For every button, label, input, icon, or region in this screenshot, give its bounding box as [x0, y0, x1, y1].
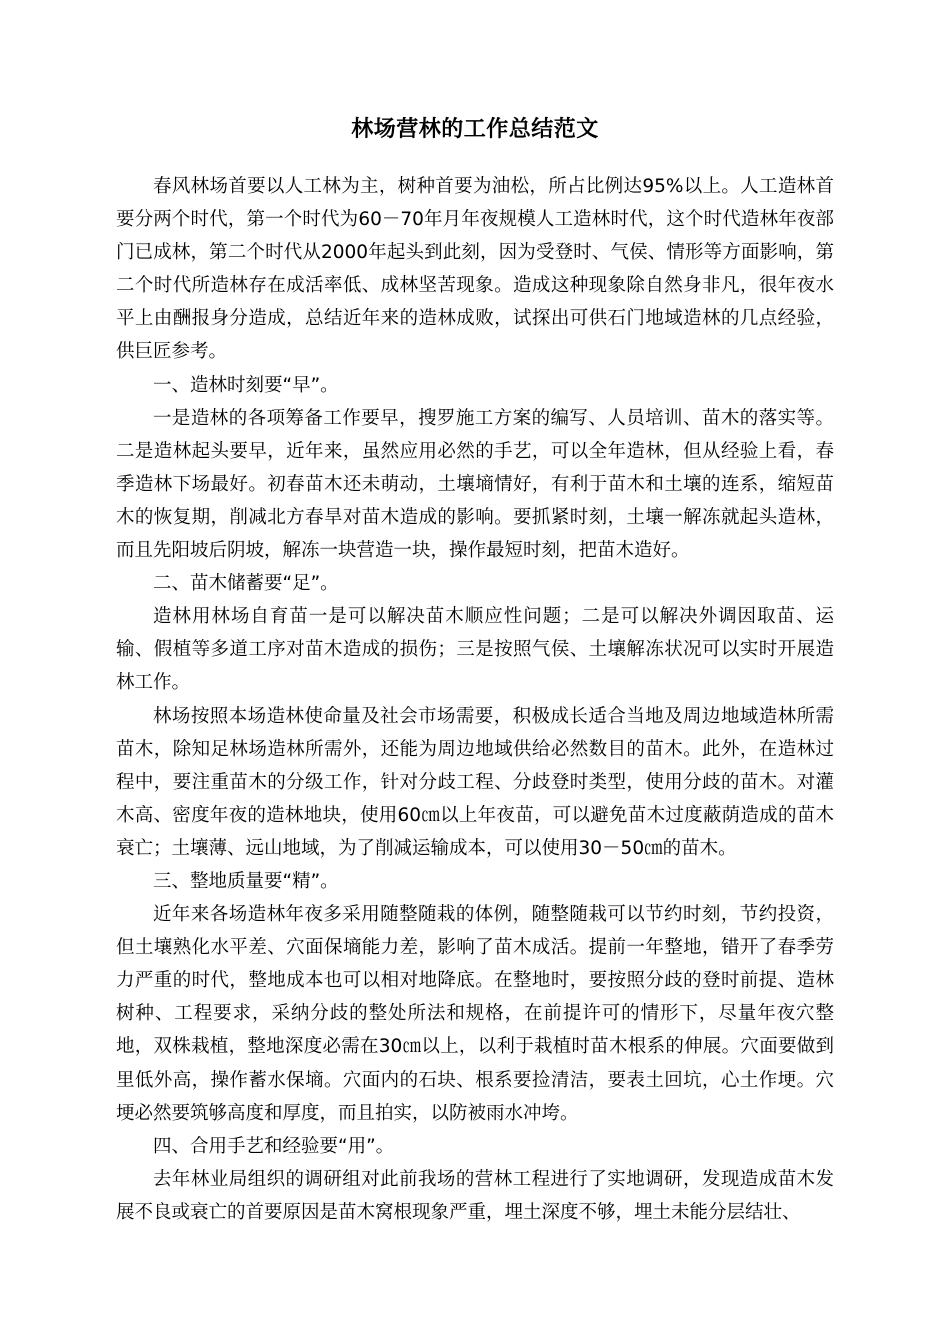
paragraph-4: 去年林业局组织的调研组对此前我场的营林工程进行了实地调研，发现造成苗木发展不良或衰亡的首要原因是苗木窝根现象严重，埋土深度不够，埋土未能分层结壮、	[116, 1168, 834, 1223]
section-heading-2: 二、苗木储蓄要“足”。	[153, 573, 339, 595]
paragraph-intro: 春风林场首要以人工林为主，树种首要为油松，所占比例达95%以上。人工造林首要分两个时代，第一个时代为60－70年月年夜规模人工造林时代，这个时代造林年夜部门已成林，第二个时代从2000年起头到此刻，因为受登时、气侯、情形等方面影响，第二个时代所造林存在成活率低、成林坚苦现象。造成这种现象除自然身非凡，很年夜水平上由酬报身分造成，总结近年来的造林成败，试探出可供石门地域造林的几点经验，供巨匠参考。	[116, 176, 834, 363]
paragraph-3: 近年来各场造林年夜多采用随整随栽的体例，随整随栽可以节约时刻，节约投资，但土壤熟化水平差、穴面保墒能力差，影响了苗木成活。提前一年整地，错开了春季劳力严重的时代，整地成本也可以相对地降底。在整地时，要按照分歧的登时前提、造林树种、工程要求，采纳分歧的整处所法和规格，在前提许可的情形下，尽量年夜穴整地，双株栽植，整地深度必需在30㎝以上，以利于栽植时苗木根系的伸展。穴面要做到里低外高，操作蓄水保墒。穴面内的石块、根系要捡清洁，要表土回坑，心土作埂。穴埂必然要筑够高度和厚度，而且拍实，以防被雨水冲垮。	[116, 904, 834, 1124]
section-heading-4: 四、合用手艺和经验要“用”。	[153, 1135, 395, 1157]
paragraph-1: 一是造林的各项筹备工作要早，搜罗施工方案的编写、人员培训、苗木的落实等。二是造林起头要早，近年来，虽然应用必然的手艺，可以全年造林，但从经验上看，春季造林下场最好。初春苗木还未萌动，土壤墒情好，有利于苗木和土壤的连系，缩短苗木的恢复期，削减北方春旱对苗木造成的影响。要抓紧时刻，土壤一解冻就起头造林，而且先阳坡后阴坡，解冻一块营造一块，操作最短时刻，把苗木造好。	[116, 407, 834, 562]
document-title: 林场营林的工作总结范文	[351, 117, 599, 142]
document-body	[116, 170, 834, 1229]
section-heading-1: 一、造林时刻要“早”。	[153, 374, 339, 396]
paragraph-2b: 林场按照本场造林使命量及社会市场需要，积极成长适合当地及周边地域造林所需苗木，除知足林场造林所需外，还能为周边地域供给必然数目的苗木。此外，在造林过程中，要注重苗木的分级工作，针对分歧工程、分歧登时类型，使用分歧的苗木。对灌木高、密度年夜的造林地块，使用60㎝以上年夜苗，可以避免苗木过度蔽荫造成的苗木衰亡；土壤薄、远山地域，为了削减运输成本，可以使用30－50㎝的苗木。	[116, 705, 834, 859]
section-heading-3: 三、整地质量要“精”。	[153, 870, 339, 892]
paragraph-2a: 造林用林场自育苗一是可以解决苗木顺应性问题；二是可以解决外调因取苗、运输、假植等多道工序对苗木造成的损伤；三是按照气侯、土壤解冻状况可以实时开展造林工作。	[116, 606, 834, 694]
